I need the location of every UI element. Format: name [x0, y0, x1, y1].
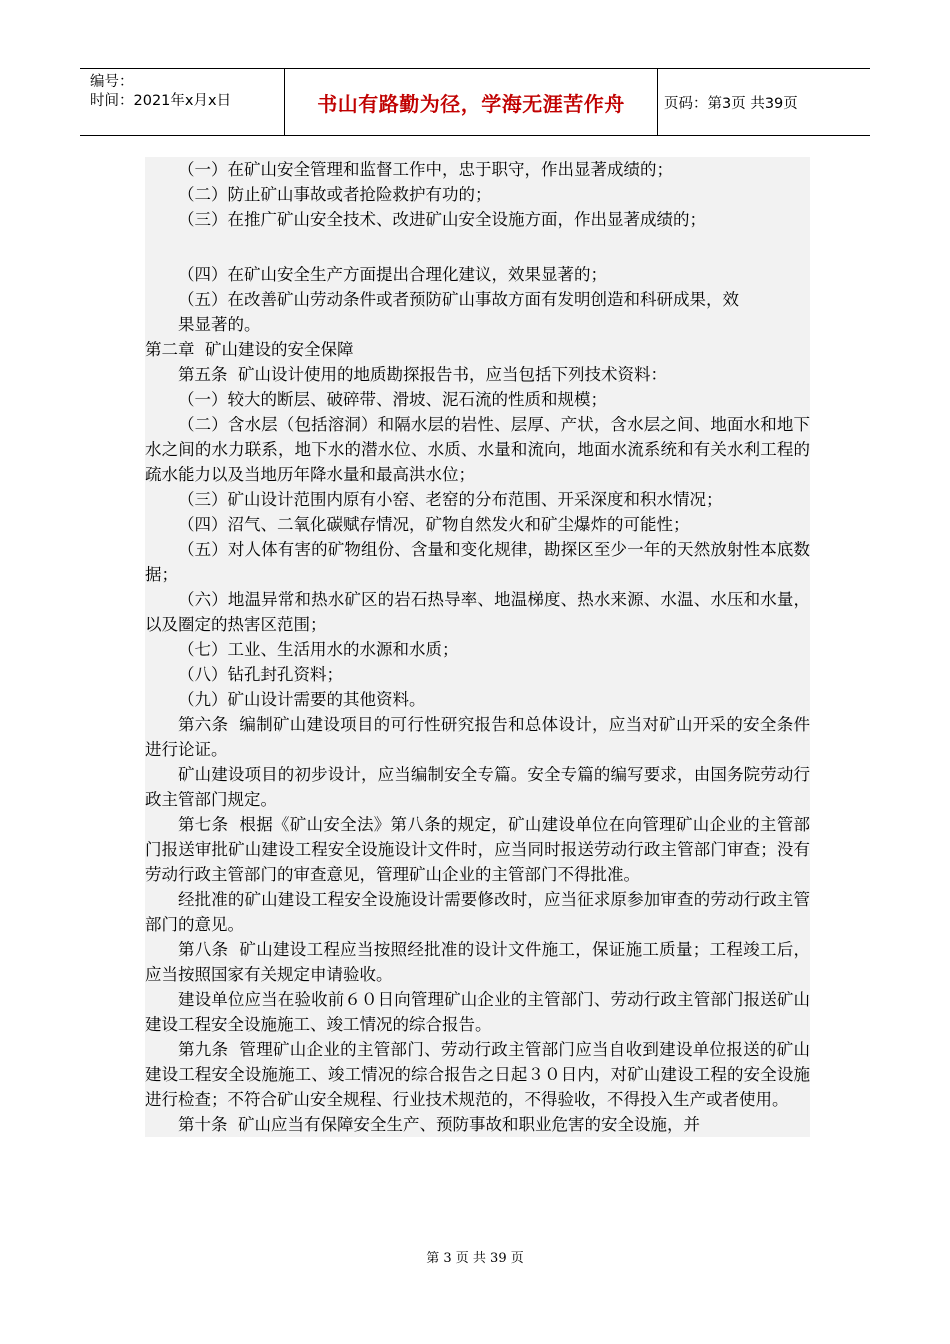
- paragraph: （九）矿山设计需要的其他资料。: [178, 690, 426, 709]
- paragraph: （三）在推广矿山安全技术、改进矿山安全设施方面，作出显著成绩的；: [178, 210, 706, 229]
- paragraph: 果显著的。: [178, 315, 261, 334]
- paragraph: （二）含水层（包括溶洞）和隔水层的岩性、层厚、产状，含水层之间、地面水和地下水之间的水力联系，地下水的潜水位、水质、水量和流向，地面水流系统和有关水利工程的疏水能力以及当地历年降水量和最高洪水位；: [145, 415, 810, 484]
- blank-line: [145, 232, 810, 262]
- paragraph: 第十条 矿山应当有保障安全生产、预防事故和职业危害的安全设施，并: [178, 1115, 700, 1134]
- paragraph: （八）钻孔封孔资料；: [178, 665, 343, 684]
- paragraph: （五）对人体有害的矿物组份、含量和变化规律，勘探区至少一年的天然放射性本底数据；: [145, 540, 810, 584]
- paragraph: （六）地温异常和热水矿区的岩石热导率、地温梯度、热水来源、水温、水压和水量，以及圈定的热害区范围；: [145, 590, 810, 634]
- paragraph: 建设单位应当在验收前６０日向管理矿山企业的主管部门、劳动行政主管部门报送矿山建设工程安全设施施工、竣工情况的综合报告。: [145, 990, 810, 1034]
- paragraph: 第六条 编制矿山建设项目的可行性研究报告和总体设计，应当对矿山开采的安全条件进行论证。: [145, 715, 810, 759]
- paragraph: （一）在矿山安全管理和监督工作中，忠于职守，作出显著成绩的；: [178, 160, 673, 179]
- paragraph: 第五条 矿山设计使用的地质勘探报告书，应当包括下列技术资料：: [178, 365, 667, 384]
- paragraph: 第九条 管理矿山企业的主管部门、劳动行政主管部门应当自收到建设单位报送的矿山建设工程安全设施施工、竣工情况的综合报告之日起３０日内，对矿山建设工程的安全设施进行检查；不符合矿山安全规程、行业技术规范的，不得验收，不得投入生产或者使用。: [145, 1040, 810, 1109]
- paragraph: （七）工业、生活用水的水源和水质；: [178, 640, 459, 659]
- document-body: [145, 157, 810, 1137]
- paragraph: （三）矿山设计范围内原有小窑、老窑的分布范围、开采深度和积水情况；: [178, 490, 723, 509]
- paragraph: （五）在改善矿山劳动条件或者预防矿山事故方面有发明创造和科研成果，效: [178, 290, 739, 309]
- page-header: [80, 68, 870, 136]
- paragraph: （四）沼气、二氧化碳赋存情况，矿物自然发火和矿尘爆炸的可能性；: [178, 515, 690, 534]
- header-motto: 书山有路勤为径，学海无涯苦作舟: [284, 69, 658, 135]
- header-left: [80, 69, 284, 135]
- page-footer: 第 3 页 共 39 页: [426, 1251, 524, 1266]
- paragraph: 第七条 根据《矿山安全法》第八条的规定，矿山建设单位在向管理矿山企业的主管部门报送审批矿山建设工程安全设施设计文件时，应当同时报送劳动行政主管部门审查；没有劳动行政主管部门的审查意见，管理矿山企业的主管部门不得批准。: [145, 815, 810, 884]
- header-page-label: 页码：第3页 共39页: [664, 95, 798, 112]
- chapter-heading: 第二章 矿山建设的安全保障: [145, 340, 354, 359]
- paragraph: （二）防止矿山事故或者抢险救护有功的；: [178, 185, 492, 204]
- paragraph: 矿山建设项目的初步设计，应当编制安全专篇。安全专篇的编写要求，由国务院劳动行政主管部门规定。: [145, 765, 810, 809]
- document-date-label: 时间：2021年x月x日: [90, 93, 232, 109]
- paragraph: 经批准的矿山建设工程安全设施设计需要修改时，应当征求原参加审查的劳动行政主管部门的意见。: [145, 890, 810, 934]
- document-number-label: 编号：: [90, 74, 134, 90]
- paragraph: （四）在矿山安全生产方面提出合理化建议，效果显著的；: [178, 265, 607, 284]
- paragraph: 第八条 矿山建设工程应当按照经批准的设计文件施工，保证施工质量；工程竣工后，应当按照国家有关规定申请验收。: [145, 940, 810, 984]
- paragraph: （一）较大的断层、破碎带、滑坡、泥石流的性质和规模；: [178, 390, 607, 409]
